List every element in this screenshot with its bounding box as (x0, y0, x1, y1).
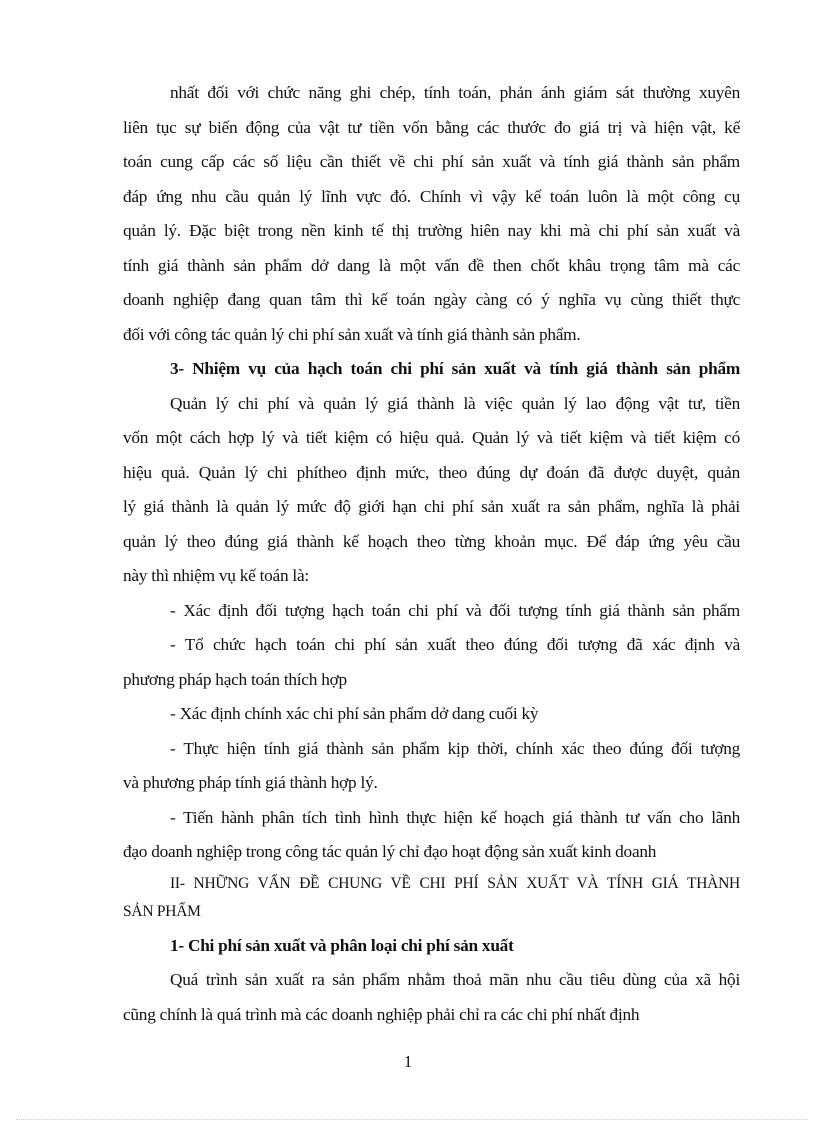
page-number: 1 (403, 1052, 413, 1071)
paragraph-line: hiệu quả. Quản lý chi phítheo định mức, theo đúng dự đoán đã được duyệt, quản (123, 462, 740, 482)
list-item-continuation: phương pháp hạch toán thích hợp (123, 669, 347, 689)
document-body (123, 76, 740, 1032)
page-break-divider (16, 1119, 808, 1120)
paragraph-line: vốn một cách hợp lý và tiết kiệm có hiệu quả. Quản lý và tiết kiệm và tiết kiệm có (123, 428, 740, 447)
section-heading: 3- Nhiệm vụ của hạch toán chi phí sản xuất và tính giá thành sản phẩm (170, 359, 740, 378)
list-item: - Tiến hành phân tích tình hình thực hiện kế hoạch giá thành tư vấn cho lãnh (170, 807, 740, 827)
paragraph-line: cũng chính là quá trình mà các doanh nghiệp phải chỉ ra các chi phí nhất định (123, 1004, 640, 1024)
paragraph-line: toán cung cấp các số liệu cần thiết về chi phí sản xuất và tính giá thành sản phẩm (123, 152, 740, 171)
list-item-continuation: đạo doanh nghiệp trong công tác quản lý chỉ đạo hoạt động sản xuất kinh doanh (123, 842, 657, 861)
paragraph-line: nhất đối với chức năng ghi chép, tính toán, phản ánh giám sát thường xuyên (170, 83, 740, 102)
paragraph-line: Quản lý chi phí và quản lý giá thành là việc quản lý lao động vật tư, tiền (170, 393, 740, 413)
paragraph-line: này thì nhiệm vụ kế toán là: (123, 566, 309, 585)
paragraph-line: tính giá thành sản phẩm dở dang là một vấn đề then chốt khâu trọng tâm mà các (123, 255, 740, 275)
paragraph-line: đối với công tác quản lý chi phí sản xuất và tính giá thành sản phẩm. (123, 324, 581, 344)
list-item: - Xác định chính xác chi phí sản phẩm dở dang cuối kỳ (170, 704, 539, 723)
paragraph-line: lý giá thành là quản lý mức độ giới hạn chi phí sản xuất ra sản phẩm, nghĩa là phải (123, 497, 740, 516)
paragraph-line: đáp ứng nhu cầu quản lý lĩnh vực đó. Chính vì vậy kế toán luôn là một công cụ (123, 186, 740, 206)
paragraph-line: quản lý. Đặc biệt trong nền kinh tế thị trường hiên nay khi mà chi phí sản xuất và (123, 221, 740, 240)
paragraph-line: quản lý theo đúng giá thành kế hoạch theo từng khoản mục. Để đáp ứng yêu cầu (123, 531, 740, 551)
paragraph-line: doanh nghiệp đang quan tâm thì kế toán ngày càng có ý nghĩa vụ cùng thiết thực (123, 290, 740, 309)
section-heading: 1- Chi phí sản xuất và phân loại chi phí sản xuất (170, 935, 514, 955)
list-item-continuation: và phương pháp tính giá thành hợp lý. (123, 773, 378, 792)
chapter-heading: II- NHỮNG VẤN ĐỀ CHUNG VỀ CHI PHÍ SẢN XUẤT VÀ TÍNH GIÁ THÀNH (170, 874, 740, 892)
paragraph-line: liên tục sự biến động của vật tư tiền vốn bằng các thước đo giá trị và hiện vật, kế (123, 117, 740, 137)
list-item: - Thực hiện tính giá thành sản phẩm kịp thời, chính xác theo đúng đối tượng (170, 738, 740, 758)
list-item: - Tổ chức hạch toán chi phí sản xuất theo đúng đối tượng đã xác định và (170, 635, 740, 654)
list-item: - Xác định đối tượng hạch toán chi phí và đối tượng tính giá thành sản phẩm (170, 600, 740, 620)
chapter-heading-continuation: SẢN PHẨM (123, 902, 201, 920)
paragraph-line: Quá trình sản xuất ra sản phẩm nhằm thoả mãn nhu cầu tiêu dùng của xã hội (170, 970, 740, 989)
